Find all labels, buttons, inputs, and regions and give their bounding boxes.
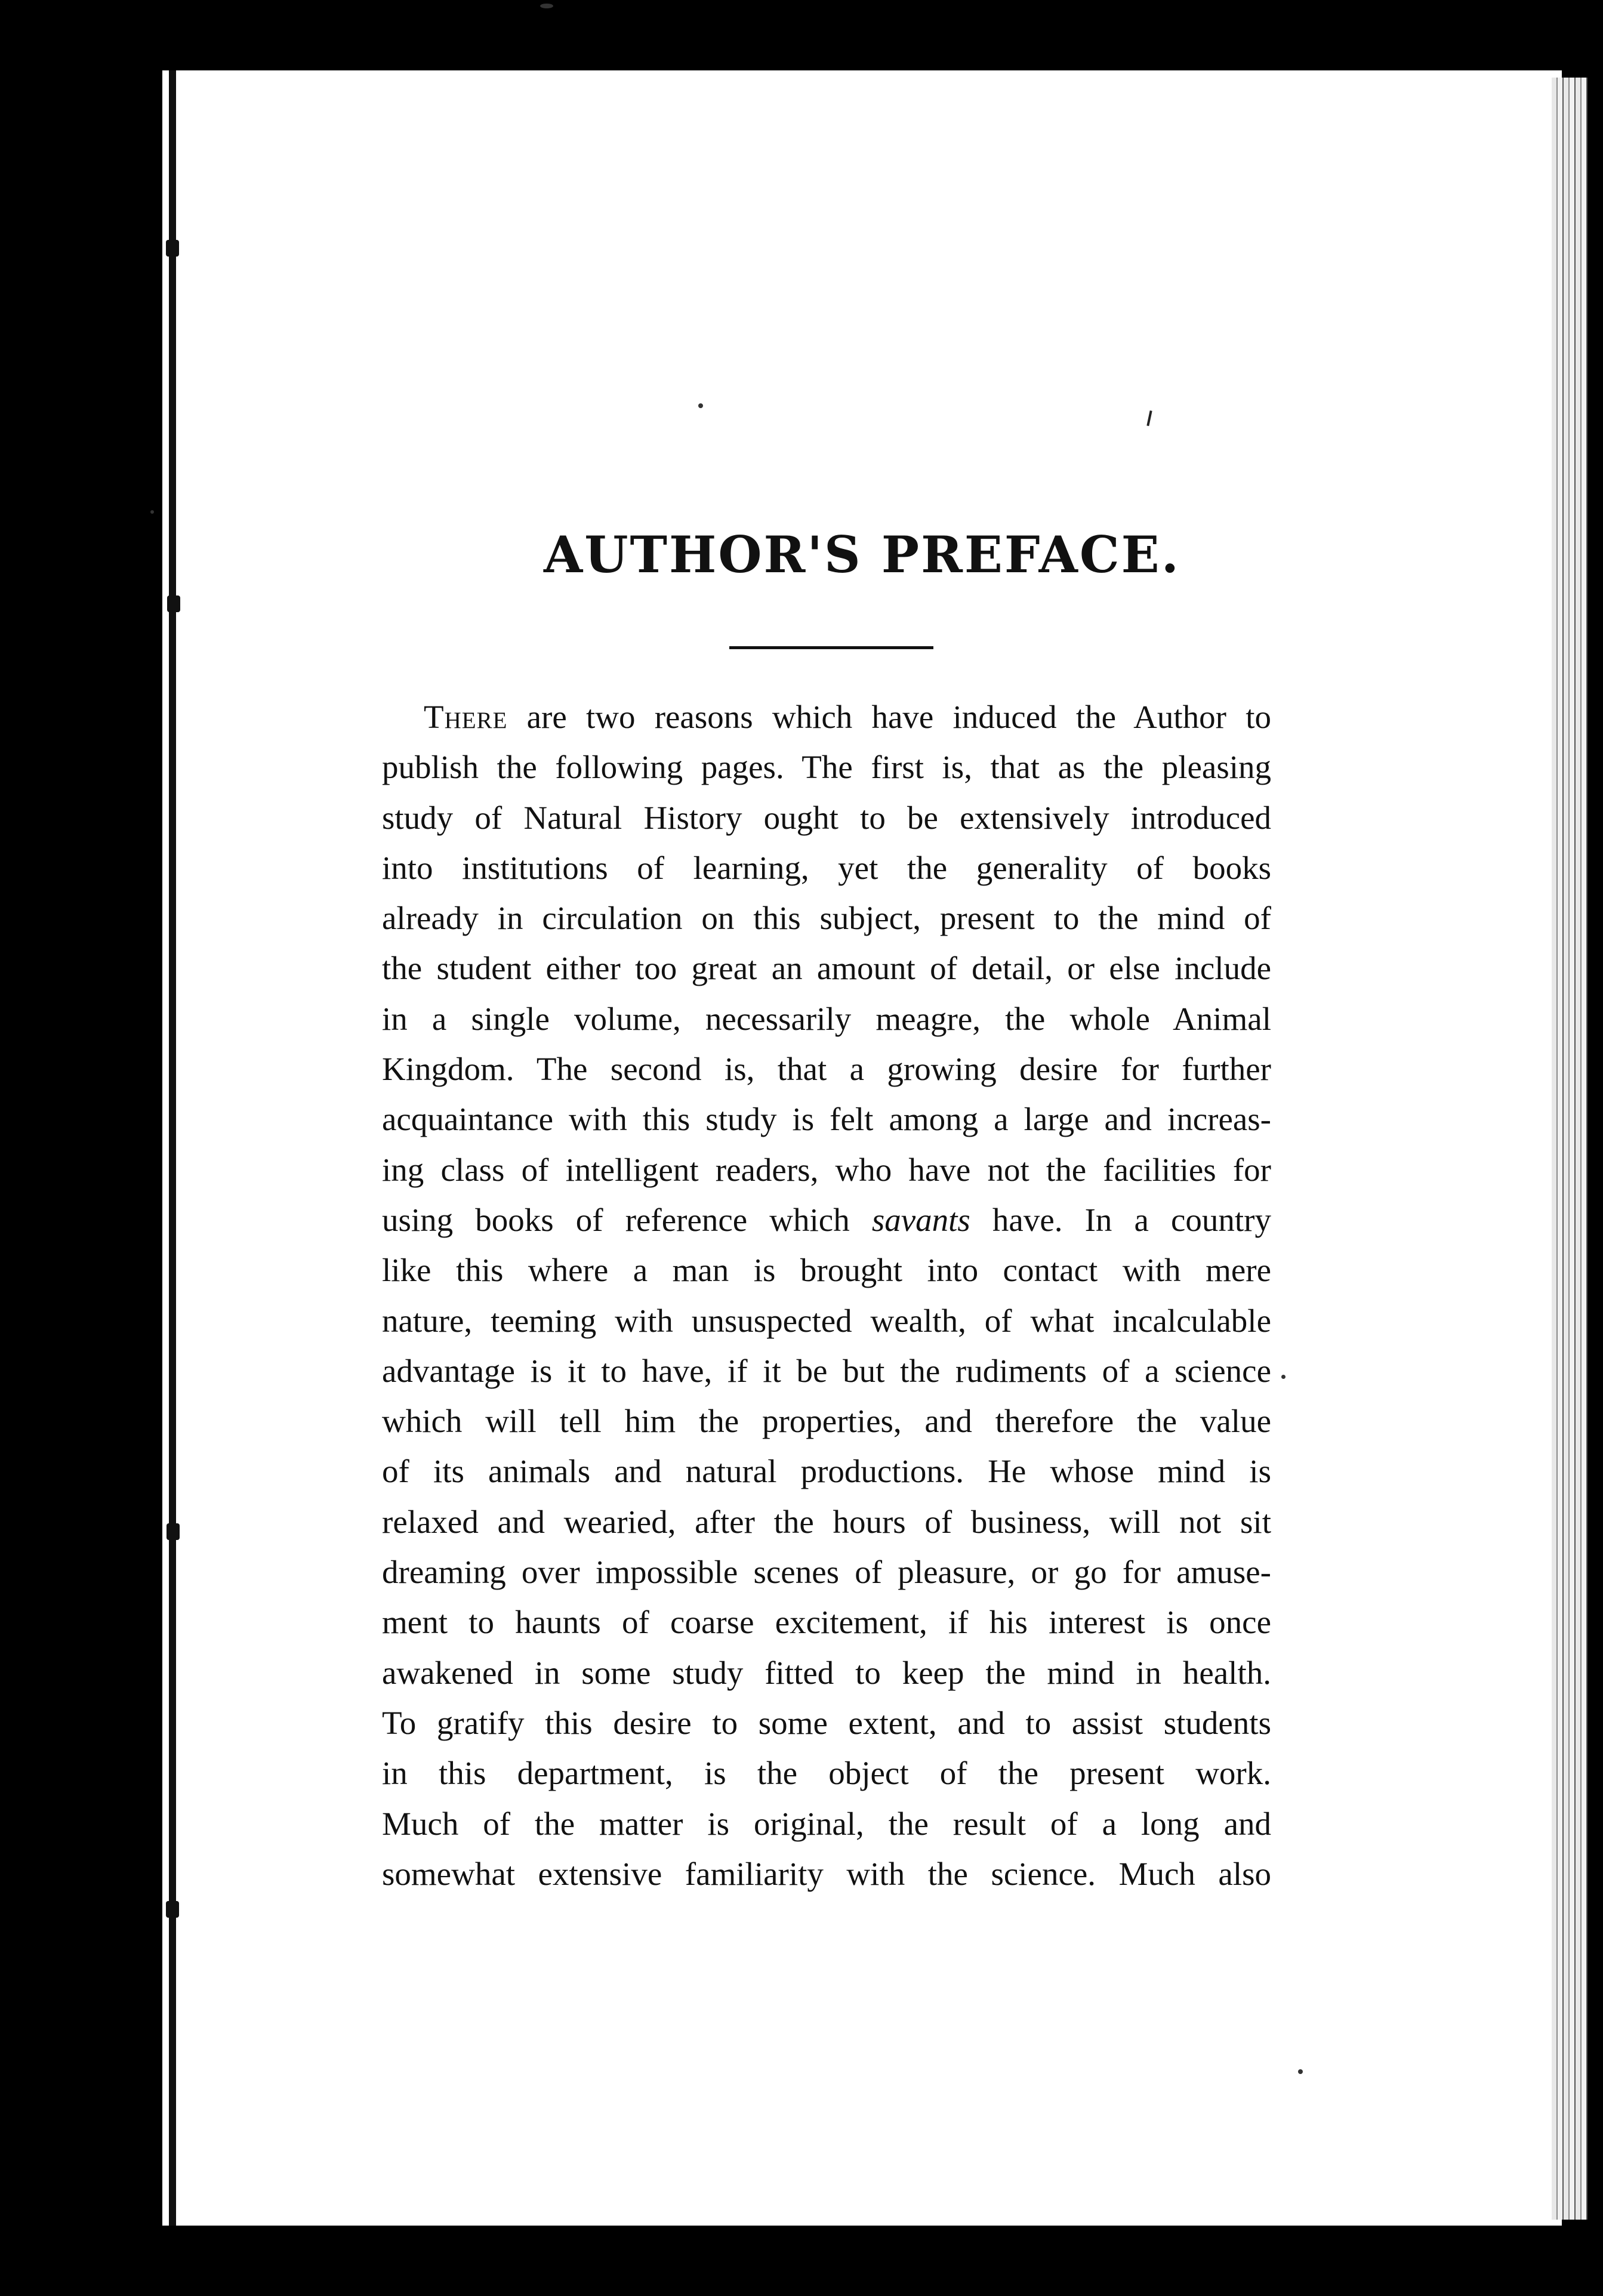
body-line: To gratify this desire to some extent, and to assist students bbox=[382, 1704, 1271, 1741]
body-line: which will tell him the properties, and therefore the value bbox=[382, 1403, 1271, 1440]
body-line: nature, teeming with unsuspected wealth, of what incalculable bbox=[382, 1302, 1271, 1339]
preface-body bbox=[382, 692, 1271, 1899]
body-line bbox=[382, 692, 1271, 742]
body-line: of its animals and natural productions. He whose mind is bbox=[382, 1453, 1271, 1490]
body-line: study of Natural History ought to be extensively introduced bbox=[382, 799, 1271, 836]
drop-word: There bbox=[424, 699, 508, 735]
body-line: awakened in some study fitted to keep the mind in health. bbox=[382, 1654, 1271, 1691]
dust-speck bbox=[150, 510, 154, 514]
body-line: ment to haunts of coarse excitement, if his interest is once bbox=[382, 1604, 1271, 1641]
body-line: already in circulation on this subject, present to the mind of bbox=[382, 900, 1271, 937]
body-line: Much of the matter is original, the result of a long and bbox=[382, 1805, 1271, 1842]
body-line: somewhat extensive familiarity with the science. Much also bbox=[382, 1855, 1271, 1892]
body-line: advantage is it to have, if it be but the rudiments of a science bbox=[382, 1352, 1271, 1389]
dust-speck bbox=[1298, 2069, 1303, 2074]
body-line: dreaming over impossible scenes of pleasure, or go for amuse- bbox=[382, 1554, 1271, 1591]
dust-speck bbox=[540, 4, 553, 8]
page-title: AUTHOR'S PREFACE. bbox=[544, 525, 1180, 584]
body-line: ing class of intelligent readers, who have not the facilities for bbox=[382, 1151, 1271, 1188]
title-rule bbox=[729, 646, 933, 649]
body-line: into institutions of learning, yet the generality of books bbox=[382, 849, 1271, 886]
body-line bbox=[382, 1195, 1271, 1245]
body-line: in this department, is the object of the present work. bbox=[382, 1755, 1271, 1792]
body-line: the student either too great an amount of detail, or else include bbox=[382, 950, 1271, 987]
body-line: Kingdom. The second is, that a growing desire for further bbox=[382, 1051, 1271, 1088]
line-text: using books of reference which bbox=[382, 1201, 872, 1238]
line-text: have. In a country bbox=[970, 1201, 1272, 1238]
binding-mark bbox=[167, 1523, 180, 1540]
binding-mark bbox=[166, 1901, 179, 1918]
italic-word: savants bbox=[871, 1201, 970, 1238]
dust-speck bbox=[1281, 1375, 1286, 1379]
body-line: in a single volume, necessarily meagre, the whole Animal bbox=[382, 1000, 1271, 1037]
body-line: acquaintance with this study is felt among a large and increas- bbox=[382, 1101, 1271, 1138]
binding-mark bbox=[167, 595, 180, 612]
binding-mark bbox=[166, 240, 179, 257]
body-line: publish the following pages. The first is, that as the pleasing bbox=[382, 749, 1271, 786]
dust-speck bbox=[698, 403, 703, 408]
page-edge-stack bbox=[1552, 78, 1587, 2220]
body-line: relaxed and wearied, after the hours of business, will not sit bbox=[382, 1503, 1271, 1540]
body-line: like this where a man is brought into contact with mere bbox=[382, 1252, 1271, 1289]
line-text: are two reasons which have induced the Author to bbox=[507, 699, 1271, 735]
